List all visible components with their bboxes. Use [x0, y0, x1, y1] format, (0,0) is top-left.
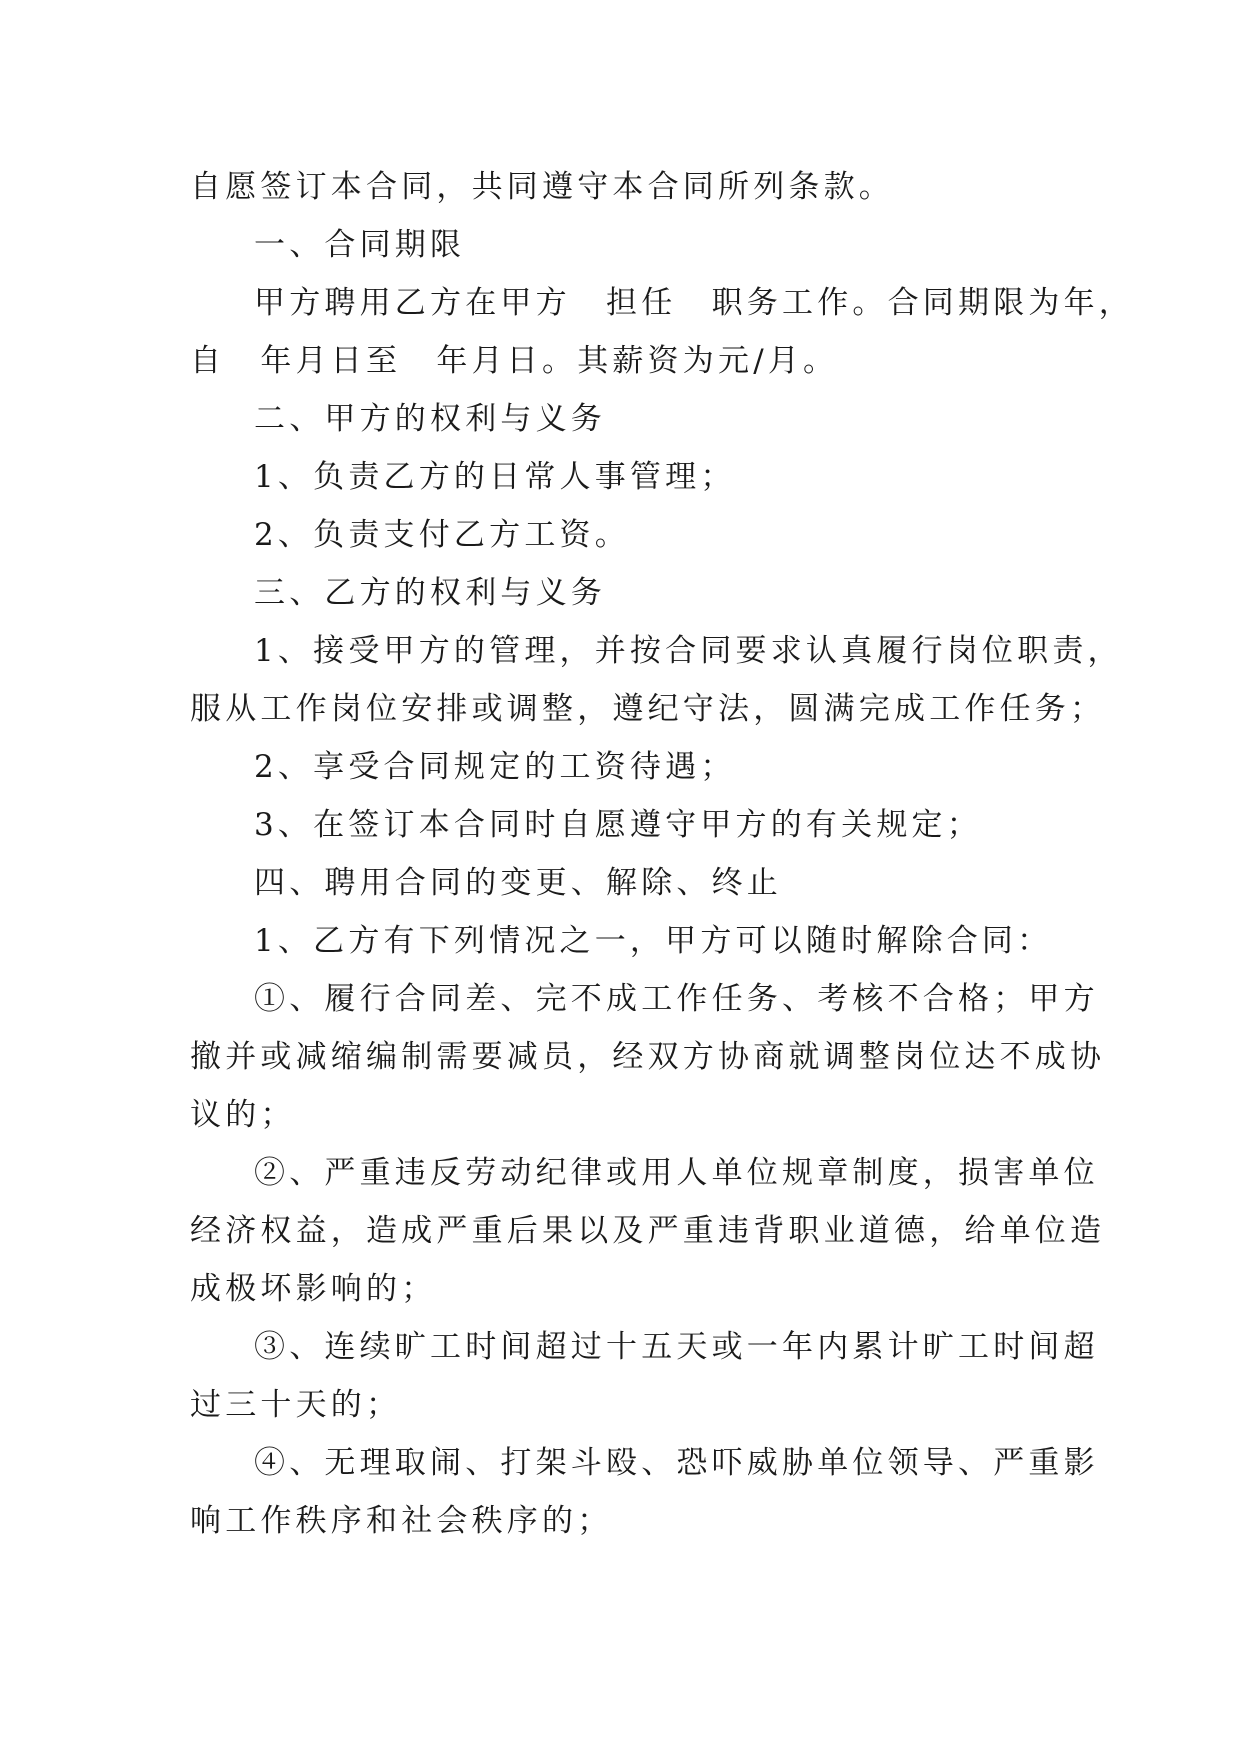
body-line: 自愿签订本合同，共同遵守本合同所列条款。	[190, 169, 894, 205]
contract-body	[190, 158, 1134, 1550]
body-line: 成极坏影响的；	[190, 1271, 437, 1307]
body-line: 甲方聘用乙方在甲方 担任 职务工作。合同期限为年，	[254, 285, 1134, 321]
sub-clause-item: ①、履行合同差、完不成工作任务、考核不合格；甲方	[254, 981, 1099, 1017]
section-heading-party-a: 二、甲方的权利与义务	[254, 401, 606, 437]
sub-clause-item: ③、连续旷工时间超过十五天或一年内累计旷工时间超	[254, 1329, 1099, 1365]
sub-clause-item: ④、无理取闹、打架斗殴、恐吓威胁单位领导、严重影	[254, 1445, 1099, 1481]
sub-clause-item: ②、严重违反劳动纪律或用人单位规章制度，损害单位	[254, 1155, 1099, 1191]
body-line: 经济权益，造成严重后果以及严重违背职业道德，给单位造	[190, 1213, 1106, 1249]
clause-item: 3、在签订本合同时自愿遵守甲方的有关规定；	[254, 807, 982, 843]
body-line: 自 年月日至 年月日。其薪资为元/月。	[190, 343, 839, 379]
clause-item: 2、享受合同规定的工资待遇；	[254, 749, 736, 785]
section-heading-termination: 四、聘用合同的变更、解除、终止	[254, 865, 782, 901]
body-line: 过三十天的；	[190, 1387, 402, 1423]
section-heading-term: 一、合同期限	[254, 227, 466, 263]
body-line: 服从工作岗位安排或调整，遵纪守法，圆满完成工作任务；	[190, 691, 1106, 727]
body-line: 撤并或减缩编制需要减员，经双方协商就调整岗位达不成协	[190, 1039, 1106, 1075]
body-line: 响工作秩序和社会秩序的；	[190, 1503, 613, 1539]
clause-item: 2、负责支付乙方工资。	[254, 517, 630, 553]
clause-item: 1、乙方有下列情况之一，甲方可以随时解除合同：	[254, 923, 1053, 959]
clause-item: 1、接受甲方的管理，并按合同要求认真履行岗位职责，	[254, 633, 1123, 669]
body-line: 议的；	[190, 1097, 296, 1133]
section-heading-party-b: 三、乙方的权利与义务	[254, 575, 606, 611]
clause-item: 1、负责乙方的日常人事管理；	[254, 459, 736, 495]
